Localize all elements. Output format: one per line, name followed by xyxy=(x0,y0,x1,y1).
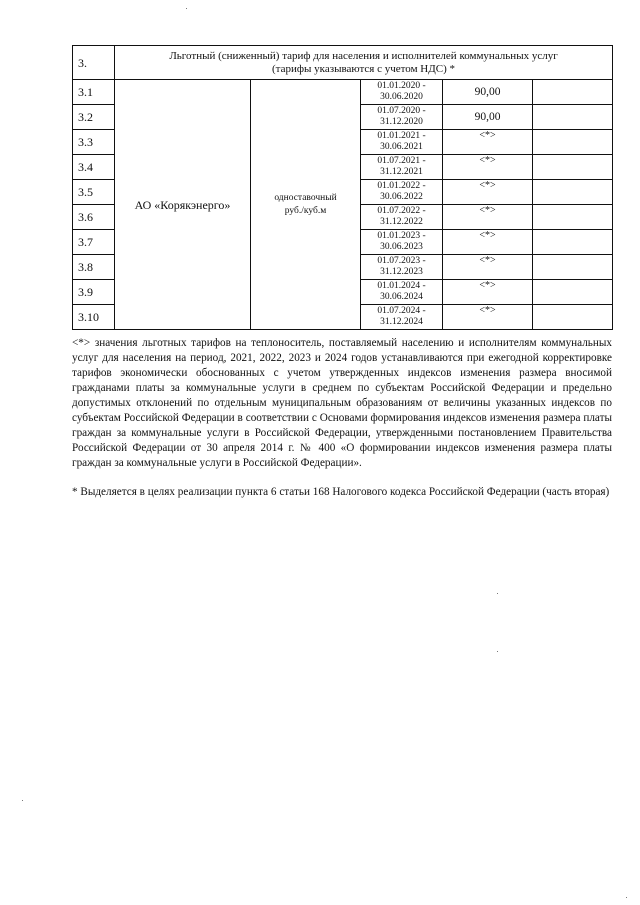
period-from: 01.07.2022 - xyxy=(377,206,426,216)
period-from: 01.01.2020 - xyxy=(377,81,426,91)
empty-cell xyxy=(533,180,613,205)
unit-label: руб./куб.м xyxy=(284,205,327,216)
empty-cell xyxy=(533,130,613,155)
empty-cell xyxy=(533,305,613,330)
scan-speck xyxy=(497,593,498,594)
section-number: 3. xyxy=(73,46,115,80)
scan-speck xyxy=(22,800,23,801)
scan-speck xyxy=(186,8,187,9)
period-from: 01.07.2021 - xyxy=(377,156,426,166)
period-from: 01.01.2024 - xyxy=(377,281,426,291)
tariff-value: <*> xyxy=(443,155,533,180)
tariff-value: <*> xyxy=(443,180,533,205)
period-from: 01.01.2022 - xyxy=(377,181,426,191)
period-cell xyxy=(361,105,443,130)
period-cell xyxy=(361,280,443,305)
row-number: 3.8 xyxy=(73,255,115,280)
empty-cell xyxy=(533,205,613,230)
period-to: 30.06.2022 xyxy=(380,192,423,202)
period-cell xyxy=(361,255,443,280)
tariff-value: 90,00 xyxy=(443,105,533,130)
tariff-value: <*> xyxy=(443,305,533,330)
period-cell xyxy=(361,130,443,155)
rate-type: одноставочный xyxy=(274,192,337,203)
footnote-star: * Выделяется в целях реализации пункта 6 статьи 168 Налогового кодекса Российской Федерации (часть вторая) xyxy=(72,486,610,498)
period-from: 01.01.2023 - xyxy=(377,231,426,241)
tariff-value: <*> xyxy=(443,130,533,155)
tariff-value: <*> xyxy=(443,280,533,305)
section-heading-line1: Льготный (сниженный) тариф для населения и исполнителей коммунальных услуг xyxy=(169,49,558,62)
period-cell xyxy=(361,305,443,330)
empty-cell xyxy=(533,155,613,180)
tariff-value: <*> xyxy=(443,255,533,280)
empty-cell xyxy=(533,80,613,105)
empty-cell xyxy=(533,230,613,255)
period-cell xyxy=(361,180,443,205)
period-to: 31.12.2024 xyxy=(380,317,423,327)
scan-speck xyxy=(626,897,627,898)
rate-unit-cell xyxy=(251,80,361,330)
row-number: 3.7 xyxy=(73,230,115,255)
scan-speck xyxy=(497,651,498,652)
period-cell xyxy=(361,155,443,180)
period-from: 01.01.2021 - xyxy=(377,131,426,141)
tariff-table xyxy=(72,45,613,330)
row-number: 3.5 xyxy=(73,180,115,205)
row-number: 3.10 xyxy=(73,305,115,330)
period-from: 01.07.2024 - xyxy=(377,306,426,316)
period-from: 01.07.2020 - xyxy=(377,106,426,116)
period-to: 30.06.2020 xyxy=(380,92,423,102)
period-to: 30.06.2021 xyxy=(380,142,423,152)
period-from: 01.07.2023 - xyxy=(377,256,426,266)
period-to: 31.12.2020 xyxy=(380,117,423,127)
row-number: 3.2 xyxy=(73,105,115,130)
row-number: 3.6 xyxy=(73,205,115,230)
row-number: 3.4 xyxy=(73,155,115,180)
row-number: 3.3 xyxy=(73,130,115,155)
period-cell xyxy=(361,80,443,105)
tariff-value: <*> xyxy=(443,205,533,230)
period-to: 31.12.2021 xyxy=(380,167,423,177)
empty-cell xyxy=(533,255,613,280)
row-number: 3.1 xyxy=(73,80,115,105)
section-heading xyxy=(115,46,613,80)
empty-cell xyxy=(533,105,613,130)
empty-cell xyxy=(533,280,613,305)
section-header-row xyxy=(73,46,613,80)
organization-name: АО «Корякэнерго» xyxy=(115,80,251,330)
period-cell xyxy=(361,205,443,230)
tariff-value: 90,00 xyxy=(443,80,533,105)
notes xyxy=(72,336,612,500)
period-to: 31.12.2023 xyxy=(380,267,423,277)
period-to: 30.06.2024 xyxy=(380,292,423,302)
row-number: 3.9 xyxy=(73,280,115,305)
tariff-row xyxy=(73,80,613,105)
tariff-value: <*> xyxy=(443,230,533,255)
period-to: 31.12.2022 xyxy=(380,217,423,227)
section-heading-line2: (тарифы указываются с учетом НДС) * xyxy=(272,62,455,75)
period-cell xyxy=(361,230,443,255)
footnote-angle-star: <*> значения льготных тарифов на теплоноситель, поставляемый населению и исполнителям коммунальных услуг для населения на период, 2021, 2022, 2023 и 2024 годов устанавливаются при ежегодной корректировке тарифов экономически обоснованных с учетом утвержденных индексов изменения размера вносимой гражданами платы за коммунальные услуги в среднем по субъектам Российской Федерации и предельно допустимых отклонений по отдельным муниципальным образованиям от величины указанных индексов по субъектам Российской Федерации в соответствии с Основами формирования индексов изменения размера платы граждан за коммунальные услуги в Российской Федерации, утвержденными постановлением Правительства Российской Федерации от 30 апреля 2014 г. № 400 «О формировании индексов изменения размера платы граждан за коммунальные услуги в Российской Федерации». xyxy=(72,337,612,469)
period-to: 30.06.2023 xyxy=(380,242,423,252)
